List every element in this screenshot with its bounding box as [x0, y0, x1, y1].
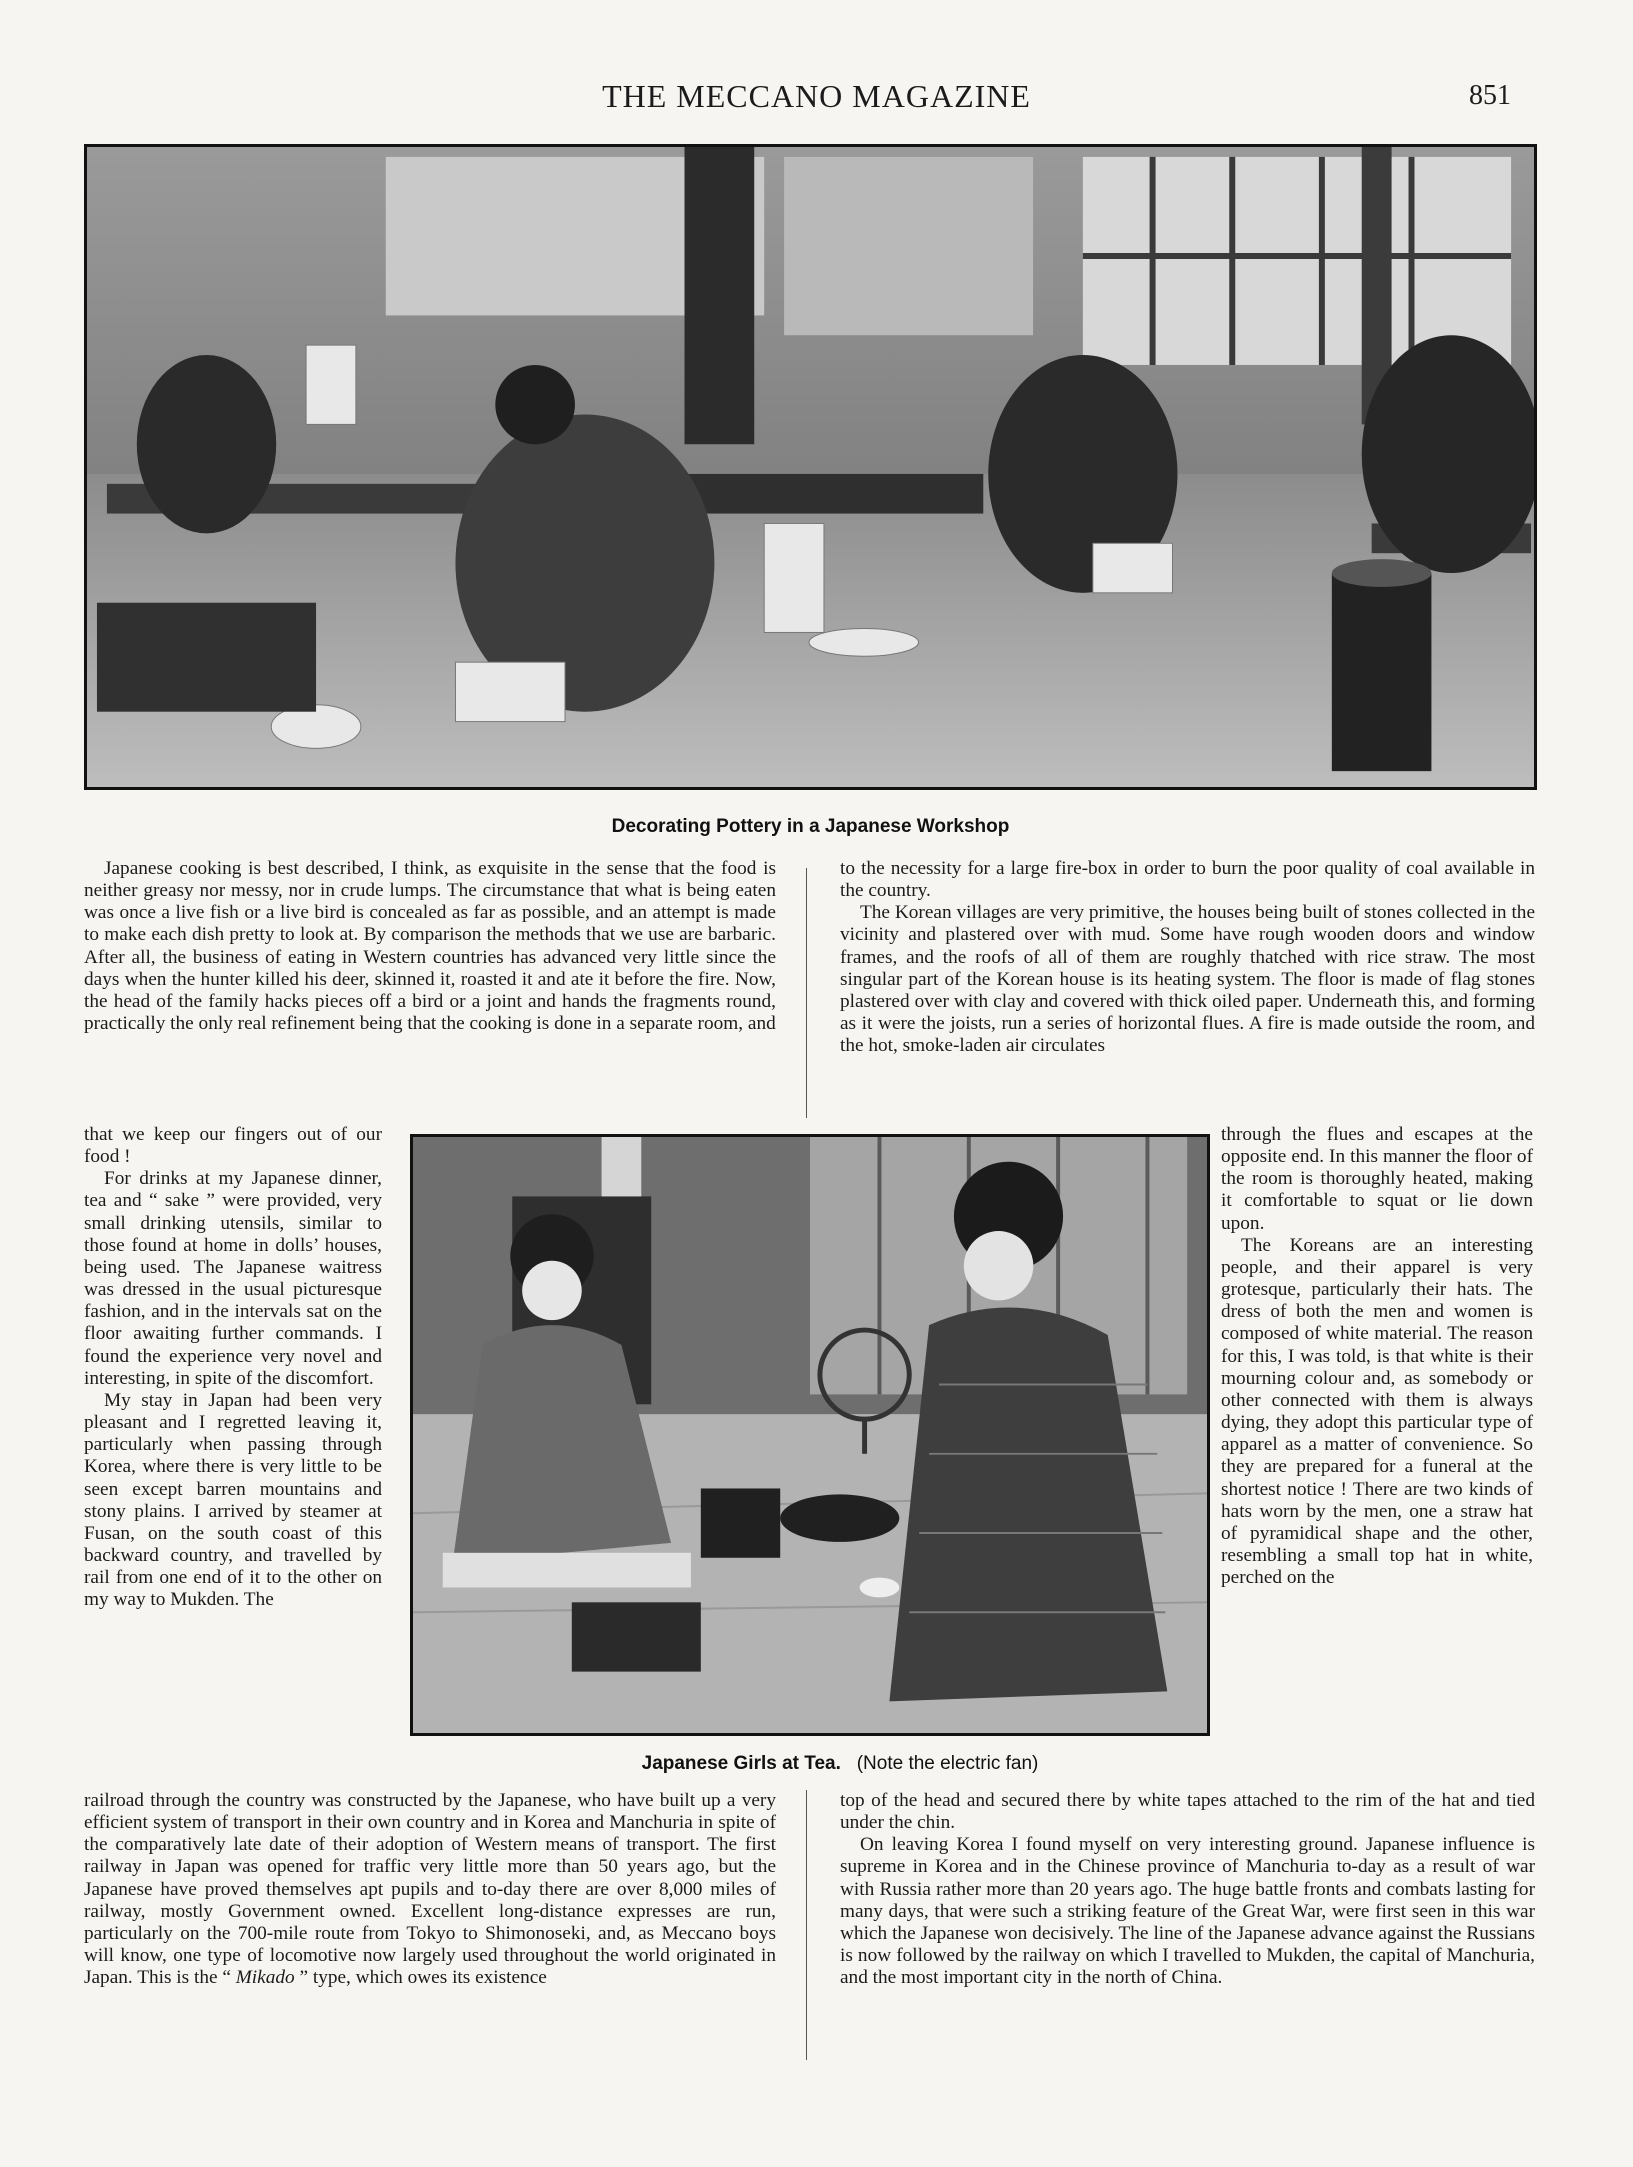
right-column-upper — [840, 858, 1535, 1057]
paragraph-fire-box: to the necessity for a large fire-box in order to burn the poor quality of coal available in the country. — [840, 858, 1535, 902]
paragraph-koreans: The Koreans are an interesting people, and their apparel is very grotesque, particularly their hats. The dress of both the men and women is composed of white material. The reason for this, I was told, is that white is their mourning colour and, as somebody or other connected with them is always dying, they adopt this particular type of apparel as a matter of convenience. So they are prepared for a funeral at the shortest notice ! There are two kinds of hats worn by the men, one a straw hat of pyramidical shape and the other, resembling a small top hat in white, perched on the — [1221, 1234, 1533, 1589]
paragraph-hat-tapes: top of the head and secured there by white tapes attached to the rim of the hat and tied under the chin. — [840, 1790, 1535, 1834]
girls-at-tea-caption — [560, 1753, 1120, 1775]
railroad-text: railroad through the country was constructed by the Japanese, who have built up a very efficient system of transport in their own country and in Korea and Manchuria in spite of the comparatively late date of their adoption of Western means of transport. The first railway in Japan was opened for traffic very little more than 50 years ago, but the Japanese have proved themselves apt pupils and to-day there are over 8,000 miles of railway, mostly Government owned. Excellent long-distance expresses are run, particularly on the 700-mile route from Tokyo to Shimonoseki, and, as Meccano boys will know, one type of locomotive now largely used throughout the world originated in Japan. This is the — [84, 1790, 776, 1989]
column-divider-lower — [806, 1790, 807, 2060]
paragraph-railroad: railroad through the country was constructed by the Japanese, who have built up a very efficient system of transport in their own country and in Korea and Manchuria in spite of the comparatively late date of their adoption of Western means of transport. The first railway in Japan was opened for traffic very little more than 50 years ago, but the Japanese have proved themselves apt pupils and to-day there are over 8,000 miles of railway, mostly Government owned. Excellent long-distance expresses are run, particularly on the 700-mile route from Tokyo to Shimonoseki, and, as Meccano boys will know, one type of locomotive now largely used throughout the world originated in Japan. This is the “ Mikado ” type, which owes its existence — [84, 1790, 776, 1989]
right-column-lower — [840, 1790, 1535, 1989]
paragraph-korean-villages: The Korean villages are very primitive, the houses being built of stones collected in the vicinity and plastered over with mud. Some have rough wooden doors and window frames, and the roofs of all of them are roughly thatched with rice straw. The most singular part of the Korean house is its heating system. The floor is made of flag stones plastered over with clay and covered with thick oiled paper. Underneath this, and forming as it were the joists, run a series of horizontal flues. A fire is made outside the room, and the hot, smoke-laden air circulates — [840, 902, 1535, 1057]
left-column-upper — [84, 858, 776, 1035]
left-column-narrow — [84, 1124, 382, 1611]
paragraph-flues: through the flues and escapes at the opposite end. In this manner the floor of the room is thoroughly heated, making it comfortable to squat or lie down upon. — [1221, 1124, 1533, 1234]
caption-main: Japanese Girls at Tea. — [641, 1753, 841, 1774]
paragraph-stay-in-japan: My stay in Japan had been very pleasant and I regretted leaving it, particularly when passing through Korea, where there is very little to be seen except barren mountains and stony plains. I arrived by steamer at Fusan, on the south coast of this backward country, and travelled by rail from one end of it to the other on my way to Mukden. The — [84, 1389, 382, 1611]
paragraph-drinks: For drinks at my Japanese dinner, tea and “ sake ” were provided, very small drinking utensils, similar to those found at home in dolls’ houses, being used. The Japanese waitress was dressed in the usual picturesque fashion, and in the intervals sat on the floor awaiting further commands. I found the experience very novel and interesting, in spite of the discomfort. — [84, 1168, 382, 1389]
paragraph-leaving-korea: On leaving Korea I found myself on very interesting ground. Japanese influence is supreme in Korea and in the Chinese province of Manchuria to-day as a result of war with Russia rather more than 20 years ago. The huge battle fronts and combats lasting for many days, that were such a striking feature of the Great War, were first seen in this war which the Japanese won decisively. The line of the Japanese advance against the Russians is now followed by the railway on which I travelled to Mukden, the capital of Manchuria, and the most important city in the north of China. — [840, 1834, 1535, 1989]
girls-at-tea-photo — [410, 1134, 1210, 1736]
caption-note: (Note the electric fan) — [856, 1753, 1039, 1774]
paragraph-cooking-tail: that we keep our fingers out of our food ! — [84, 1124, 382, 1168]
magazine-title: THE MECCANO MAGAZINE — [602, 78, 1031, 114]
right-column-narrow — [1221, 1124, 1533, 1589]
paragraph-cooking: Japanese cooking is best described, I think, as exquisite in the sense that the food is neither greasy nor messy, nor in crude lumps. The circumstance that what is being eaten was once a live fish or a live bird is concealed as far as possible, and an attempt is made to make each dish pretty to look at. By comparison the methods that we use are barbaric. After all, the business of eating in Western countries has advanced very little since the days when the hunter killed his deer, skinned it, roasted it and ate it before the fire. Now, the head of the family hacks pieces off a bird or a joint and hands the fragments round, practically the only real refinement being that the cooking is done in a separate room, and — [84, 858, 776, 1035]
workshop-caption: Decorating Pottery in a Japanese Workshop — [611, 816, 1010, 837]
workshop-photo — [84, 144, 1537, 790]
column-divider-upper — [806, 868, 807, 1118]
mikado-term: Mikado — [235, 1967, 295, 1989]
page-number: 851 — [1469, 80, 1511, 111]
left-column-lower — [84, 1790, 776, 1989]
railroad-text-end: type, which owes its existence — [312, 1967, 547, 1989]
